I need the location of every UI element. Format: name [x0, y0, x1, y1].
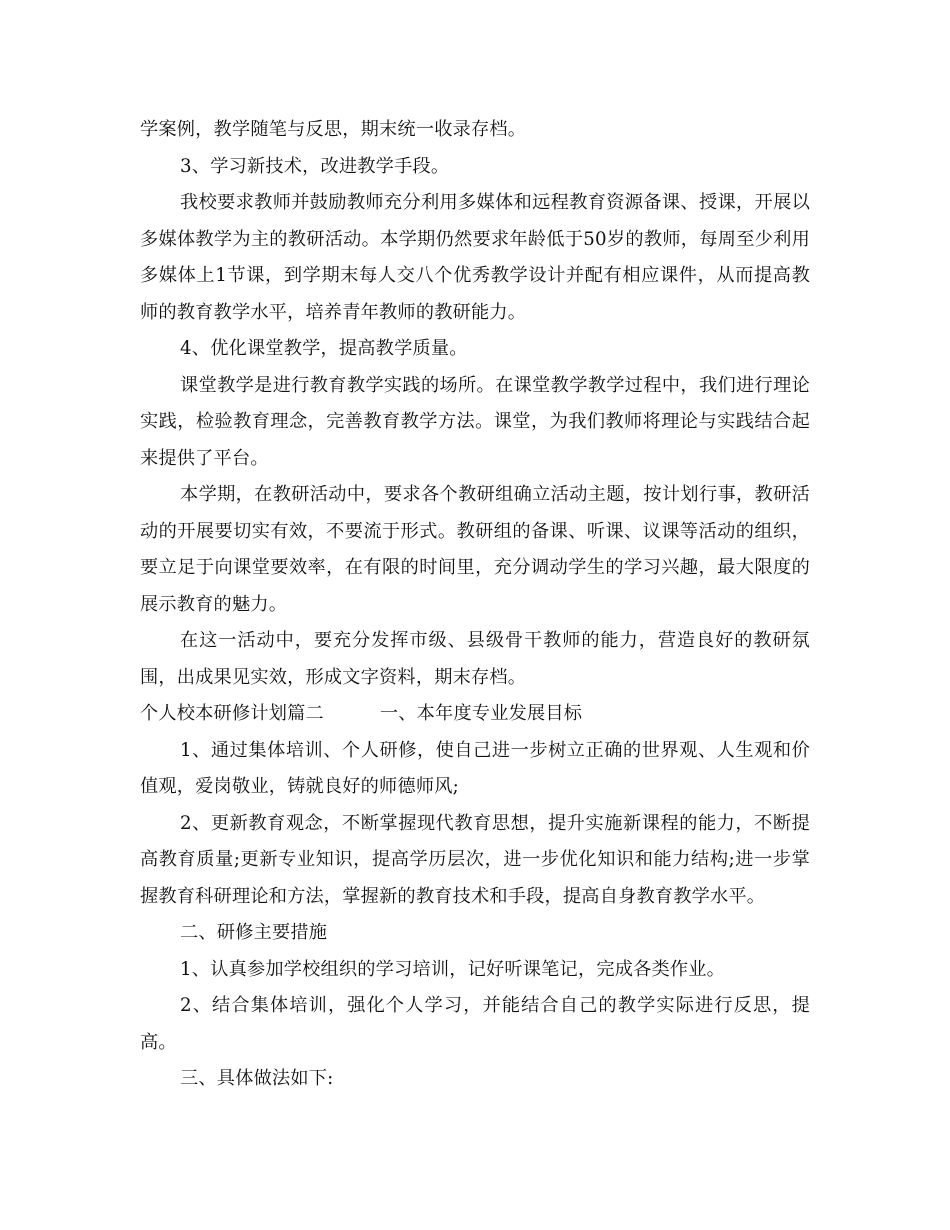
paragraph-multimedia: 我校要求教师并鼓励教师充分利用多媒体和远程教育资源备课、授课，开展以多媒体教学为主的教研活动。本学期仍然要求年龄低于50岁的教师，每周至少利用多媒体上1节课，到学期末每人交八个优秀教学设计并配有相应课件，从而提高教师的教育教学水平，培养青年教师的教研能力。 [140, 192, 810, 323]
paragraph-methods-heading: 三、具体做法如下: [180, 1068, 334, 1089]
paragraph-activity: 在这一活动中，要充分发挥市级、县级骨干教师的能力，营造良好的教研氛围，出成果见实效，形成文字资料，期末存档。 [140, 630, 810, 688]
paragraph-goal-1: 1、通过集体培训、个人研修，使自己进一步树立正确的世界观、人生观和价值观，爱岗敬业，铸就良好的师德师风; [140, 739, 810, 797]
section-heading [140, 696, 810, 733]
paragraph-classroom: 课堂教学是进行教育教学实践的场所。在课堂教学教学过程中，我们进行理论实践，检验教育理念，完善教育教学方法。课堂，为我们教师将理论与实践结合起来提供了平台。 [140, 374, 810, 469]
paragraph-continuation: 学案例，教学随笔与反思，期末统一收录存档。 [140, 119, 527, 140]
paragraph-semester: 本学期，在教研活动中，要求各个教研组确立活动主题，按计划行事，教研活动的开展要切实有效，不要流于形式。教研组的备课、听课、议课等活动的组织，要立足于向课堂要效率，在有限的时间里，充分调动学生的学习兴趣，最大限度的展示教育的魅力。 [140, 484, 810, 615]
section-title: 个人校本研修计划篇二 [140, 703, 324, 724]
paragraph-item-3: 3、学习新技术，改进教学手段。 [180, 155, 450, 177]
paragraph-measure-2: 2、结合集体培训，强化个人学习，并能结合自己的教学实际进行反思，提高。 [140, 995, 810, 1053]
paragraph-goal-2: 2、更新教育观念，不断掌握现代教育思想，提升实施新课程的能力，不断提高教育质量;更新专业知识，提高学历层次，进一步优化知识和能力结构;进一步掌握教育科研理论和方法，掌握新的教育技术和手段，提高自身教育教学水平。 [140, 812, 810, 907]
document-body [140, 112, 810, 1098]
section-subtitle: 一、本年度专业发展目标 [379, 703, 583, 724]
paragraph-measure-1: 1、认真参加学校组织的学习培训，记好听课笔记，完成各类作业。 [180, 958, 726, 980]
paragraph-measures-heading: 二、研修主要措施 [180, 922, 328, 943]
paragraph-item-4: 4、优化课堂教学，提高教学质量。 [180, 338, 468, 359]
